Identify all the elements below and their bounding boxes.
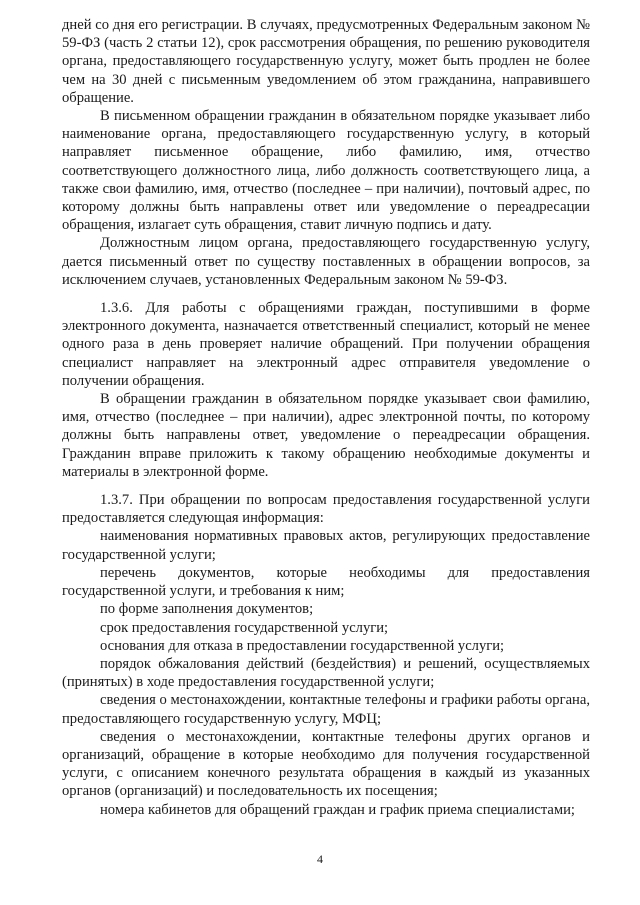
document-page [62,16,590,819]
list-item-appeal-procedure: порядок обжалования действий (бездействия) и решений, осуществляемых (принятых) в ходе предоставления государственной услуги; [62,655,590,691]
paragraph-written-request: В письменном обращении гражданин в обязательном порядке указывает либо наименование органа, предоставляющего государственную услугу, в который направляет письменное обращение, либо фамилию, имя, отчество соответствующего должностного лица, либо должность соответствующего лица, а также свои фамилию, имя, отчество (последнее – при наличии), почтовый адрес, по которому должны быть направлены ответ или уведомление о переадресации обращения, излагает суть обращения, ставит личную подпись и дату. [62,108,590,234]
page-number: 4 [317,852,323,866]
list-item-office-numbers: номера кабинетов для обращений граждан и график приема специалистами; [100,801,575,818]
list-item-other-organs: сведения о местонахождении, контактные телефоны других органов и организаций, обращение в которые необходимо для получения государственной услуги, с описанием конечного результата обращения в каждый из указанных органов (организаций) и последовательность их посещения; [62,728,590,800]
list-item-legal-acts: наименования нормативных правовых актов, регулирующих предоставление государственной услуги; [62,528,590,563]
list-item-location-info: сведения о местонахождении, контактные телефоны и графики работы органа, предоставляющего государственную услугу, МФЦ; [62,692,590,727]
paragraph-section-1-3-7: 1.3.7. При обращении по вопросам предоставления государственной услуги предоставляется следующая информация: [62,492,590,527]
list-item-form-filling: по форме заполнения документов; [100,601,314,618]
paragraph-registration-term: дней со дня его регистрации. В случаях, предусмотренных Федеральным законом № 59-ФЗ (часть 2 статьи 12), срок рассмотрения обращения, по решению руководителя органа, предоставляющего государственную услугу, может быть продлен не более чем на 30 дней с письменным уведомлением об этом гражданина, направившего обращение. [62,17,590,106]
paragraph-electronic-request: В обращении гражданин в обязательном порядке указывает свои фамилию, имя, отчество (последнее – при наличии), адрес электронной почты, по которому должны быть направлены ответ, уведомление о переадресации обращения. Гражданин вправе приложить к такому обращению необходимые документы и материалы в электронной форме. [62,391,590,480]
paragraph-section-1-3-6: 1.3.6. Для работы с обращениями граждан, поступившими в форме электронного документа, назначается ответственный специалист, который не менее одного раза в день проверяет наличие обращений. При получении обращения специалист направляет на электронный адрес отправителя уведомление о получении обращения. [62,300,590,389]
list-item-refusal-grounds: основания для отказа в предоставлении государственной услуги; [100,637,505,654]
list-item-service-term: срок предоставления государственной услуги; [100,619,389,636]
list-item-documents: перечень документов, которые необходимы для предоставления государственной услуги, и требования к ним; [62,564,590,600]
paragraph-official-answer: Должностным лицом органа, предоставляющего государственную услугу, дается письменный ответ по существу поставленных в обращении вопросов, за исключением случаев, установленных Федеральным законом № 59-ФЗ. [62,235,590,288]
